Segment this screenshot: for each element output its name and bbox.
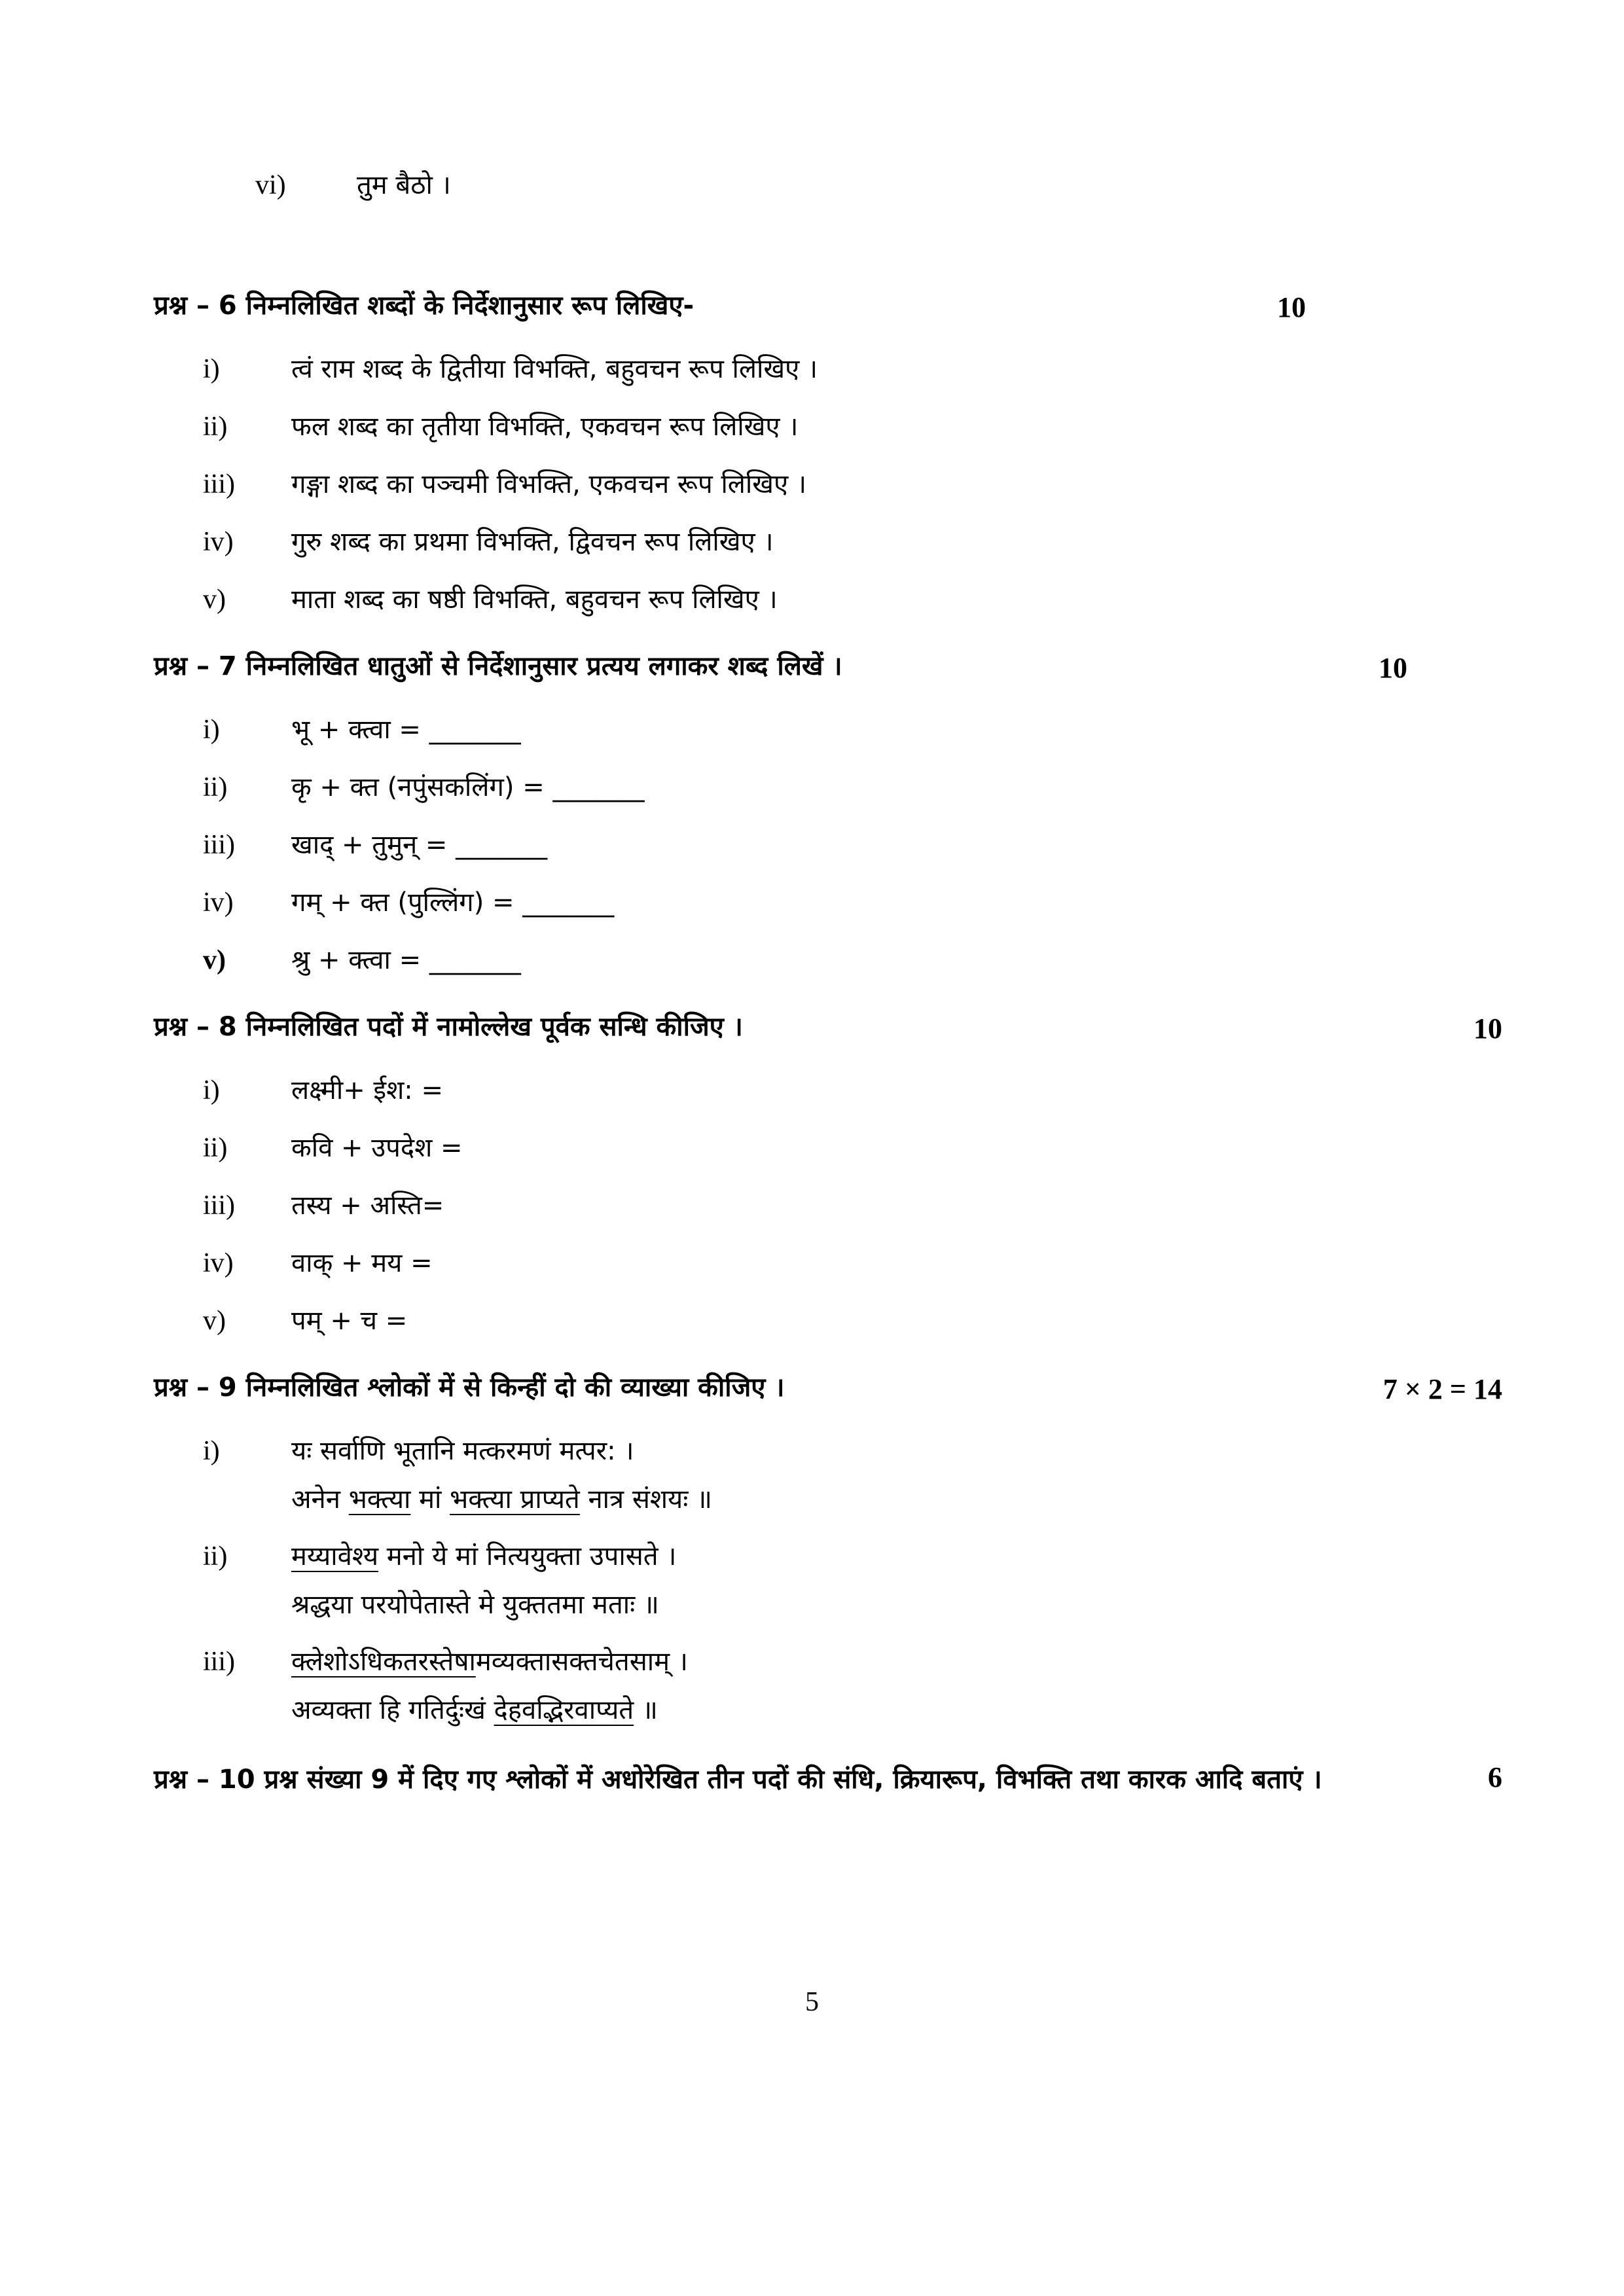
shloka-text: श्रद्धया परयोपेतास्ते मे युक्ततमा मताः ॥ [291, 1590, 659, 1620]
question-9-marks: 7 × 2 = 14 [1382, 1373, 1502, 1405]
list-item [203, 579, 1502, 620]
question-8-marks: 10 [1473, 1013, 1502, 1045]
list-item [203, 1185, 1502, 1227]
list-item [203, 1070, 1502, 1111]
underlined-word: भक्त्या प्राप्यते [450, 1484, 580, 1515]
question-6-heading [154, 286, 1502, 329]
item-label: ii) [203, 772, 228, 802]
question-6-title: प्रश्न – 6 निम्नलिखित शब्दों के निर्देशानुसार रूप लिखिए- [154, 291, 695, 321]
list-item [203, 825, 1502, 866]
item-label: v) [203, 584, 226, 615]
shloka-text: यः सर्वाणि भूतानि मत्करमणं मत्पर: । [291, 1436, 634, 1466]
item-label: i) [203, 1436, 220, 1466]
shloka-line [291, 1480, 1502, 1519]
item-label: iii) [203, 1191, 235, 1221]
underlined-word: क्लेशोऽधिकतरस्तेषा [291, 1647, 476, 1677]
item-text: कवि + उपदेश = [291, 1133, 463, 1163]
item-text: तुम बैठो । [357, 170, 451, 200]
list-item [203, 767, 1502, 808]
shloka [291, 1431, 1502, 1519]
question-10-title: प्रश्न – 10 प्रश्न संख्या 9 में दिए गए श्लोकों में अधोरेखित तीन पदों की संधि, क्रियारूप, विभक्ति तथा कारक आदि बताएं । [154, 1765, 1322, 1795]
shloka-line [291, 1431, 1502, 1471]
shloka-text: मव्यक्तासक्तचेतसाम् । [475, 1647, 688, 1677]
question-9-heading [154, 1368, 1502, 1411]
item-text: वाक् + मय = [291, 1248, 433, 1278]
question-6-marks: 10 [1277, 291, 1306, 323]
item-label: iv) [203, 527, 234, 557]
list-item [203, 522, 1502, 563]
question-7-marks: 10 [1379, 652, 1407, 684]
item-text: गुरु शब्द का प्रथमा विभक्ति, द्विवचन रूप लिखिए । [291, 527, 774, 557]
item-text: कृ + क्त (नपुंसकलिंग) = _______ [291, 772, 645, 802]
item-text: श्रु + क्त्वा = _______ [291, 945, 521, 975]
item-text: पम् + च = [291, 1306, 408, 1336]
page-number: 5 [805, 1987, 819, 2017]
list-item [203, 464, 1502, 505]
item-text: गम् + क्त (पुल्लिंग) = _______ [291, 888, 615, 918]
item-text: तस्य + अस्ति= [291, 1191, 444, 1221]
shloka-text: अव्यक्ता हि गतिर्दुःखं [291, 1695, 494, 1725]
item-text: गङ्गा शब्द का पञ्चमी विभक्ति, एकवचन रूप लिखिए । [291, 469, 806, 499]
shloka-text: मां [410, 1484, 450, 1515]
item-text: भू + क्त्वा = _______ [291, 715, 521, 745]
item-label: vi) [255, 170, 286, 200]
item-label: v) [203, 945, 226, 975]
shloka-line [291, 1585, 1502, 1624]
question-10-marks: 6 [1488, 1761, 1502, 1793]
shloka-item [203, 1641, 1502, 1730]
list-item-vi [255, 165, 1502, 206]
item-label: i) [203, 354, 220, 384]
shloka-text: अनेन [291, 1484, 349, 1515]
item-label: ii) [203, 412, 228, 442]
list-item [203, 406, 1502, 448]
item-text: खाद् + तुमुन् = _______ [291, 830, 548, 860]
item-label: ii) [203, 1133, 228, 1163]
underlined-word: भक्त्या [348, 1484, 411, 1515]
item-label: iv) [203, 1248, 234, 1278]
item-label: iii) [203, 469, 235, 499]
question-7-title: प्रश्न – 7 निम्नलिखित धातुओं से निर्देशानुसार प्रत्यय लगाकर शब्द लिखें । [154, 651, 842, 681]
shloka-text: नात्र संशयः ॥ [579, 1484, 713, 1515]
item-label: ii) [203, 1541, 228, 1571]
list-item [203, 940, 1502, 981]
underlined-word: मय्यावेश्य [291, 1541, 379, 1571]
question-8-title: प्रश्न – 8 निम्नलिखित पदों में नामोल्लेख पूर्वक सन्धि कीजिए । [154, 1012, 743, 1042]
item-label: iii) [203, 830, 235, 860]
list-item [203, 882, 1502, 924]
shloka-item [203, 1431, 1502, 1519]
list-item [203, 709, 1502, 751]
item-text: त्वं राम शब्द के द्वितीया विभक्ति, बहुवचन रूप लिखिए । [291, 354, 818, 384]
list-item [203, 349, 1502, 390]
list-item [203, 1300, 1502, 1342]
shloka-line [291, 1537, 1502, 1576]
shloka-line [291, 1642, 1502, 1681]
list-item [203, 1128, 1502, 1169]
shloka-text: मनो ये मां नित्ययुक्ता उपासते । [378, 1541, 677, 1571]
item-label: iv) [203, 888, 234, 918]
item-text: फल शब्द का तृतीया विभक्ति, एकवचन रूप लिखिए । [291, 412, 799, 442]
shloka [291, 1642, 1502, 1730]
item-label: iii) [203, 1647, 235, 1677]
item-label: i) [203, 1075, 220, 1105]
question-8-heading [154, 1007, 1502, 1050]
item-text: माता शब्द का षष्ठी विभक्ति, बहुवचन रूप लिखिए । [291, 584, 778, 615]
shloka-text: ॥ [634, 1695, 658, 1725]
item-text: लक्ष्मी+ ईश: = [291, 1075, 443, 1105]
shloka-item [203, 1536, 1502, 1624]
question-9-title: प्रश्न – 9 निम्नलिखित श्लोकों में से किन्हीं दो की व्याख्या कीजिए । [154, 1372, 785, 1403]
item-label: i) [203, 715, 220, 745]
underlined-word: देहवद्भिरवाप्यते [494, 1695, 634, 1725]
question-7-heading [154, 647, 1502, 690]
shloka-line [291, 1691, 1502, 1730]
shloka [291, 1537, 1502, 1624]
list-item [203, 1243, 1502, 1284]
question-10-heading [154, 1756, 1502, 1799]
item-label: v) [203, 1306, 226, 1336]
